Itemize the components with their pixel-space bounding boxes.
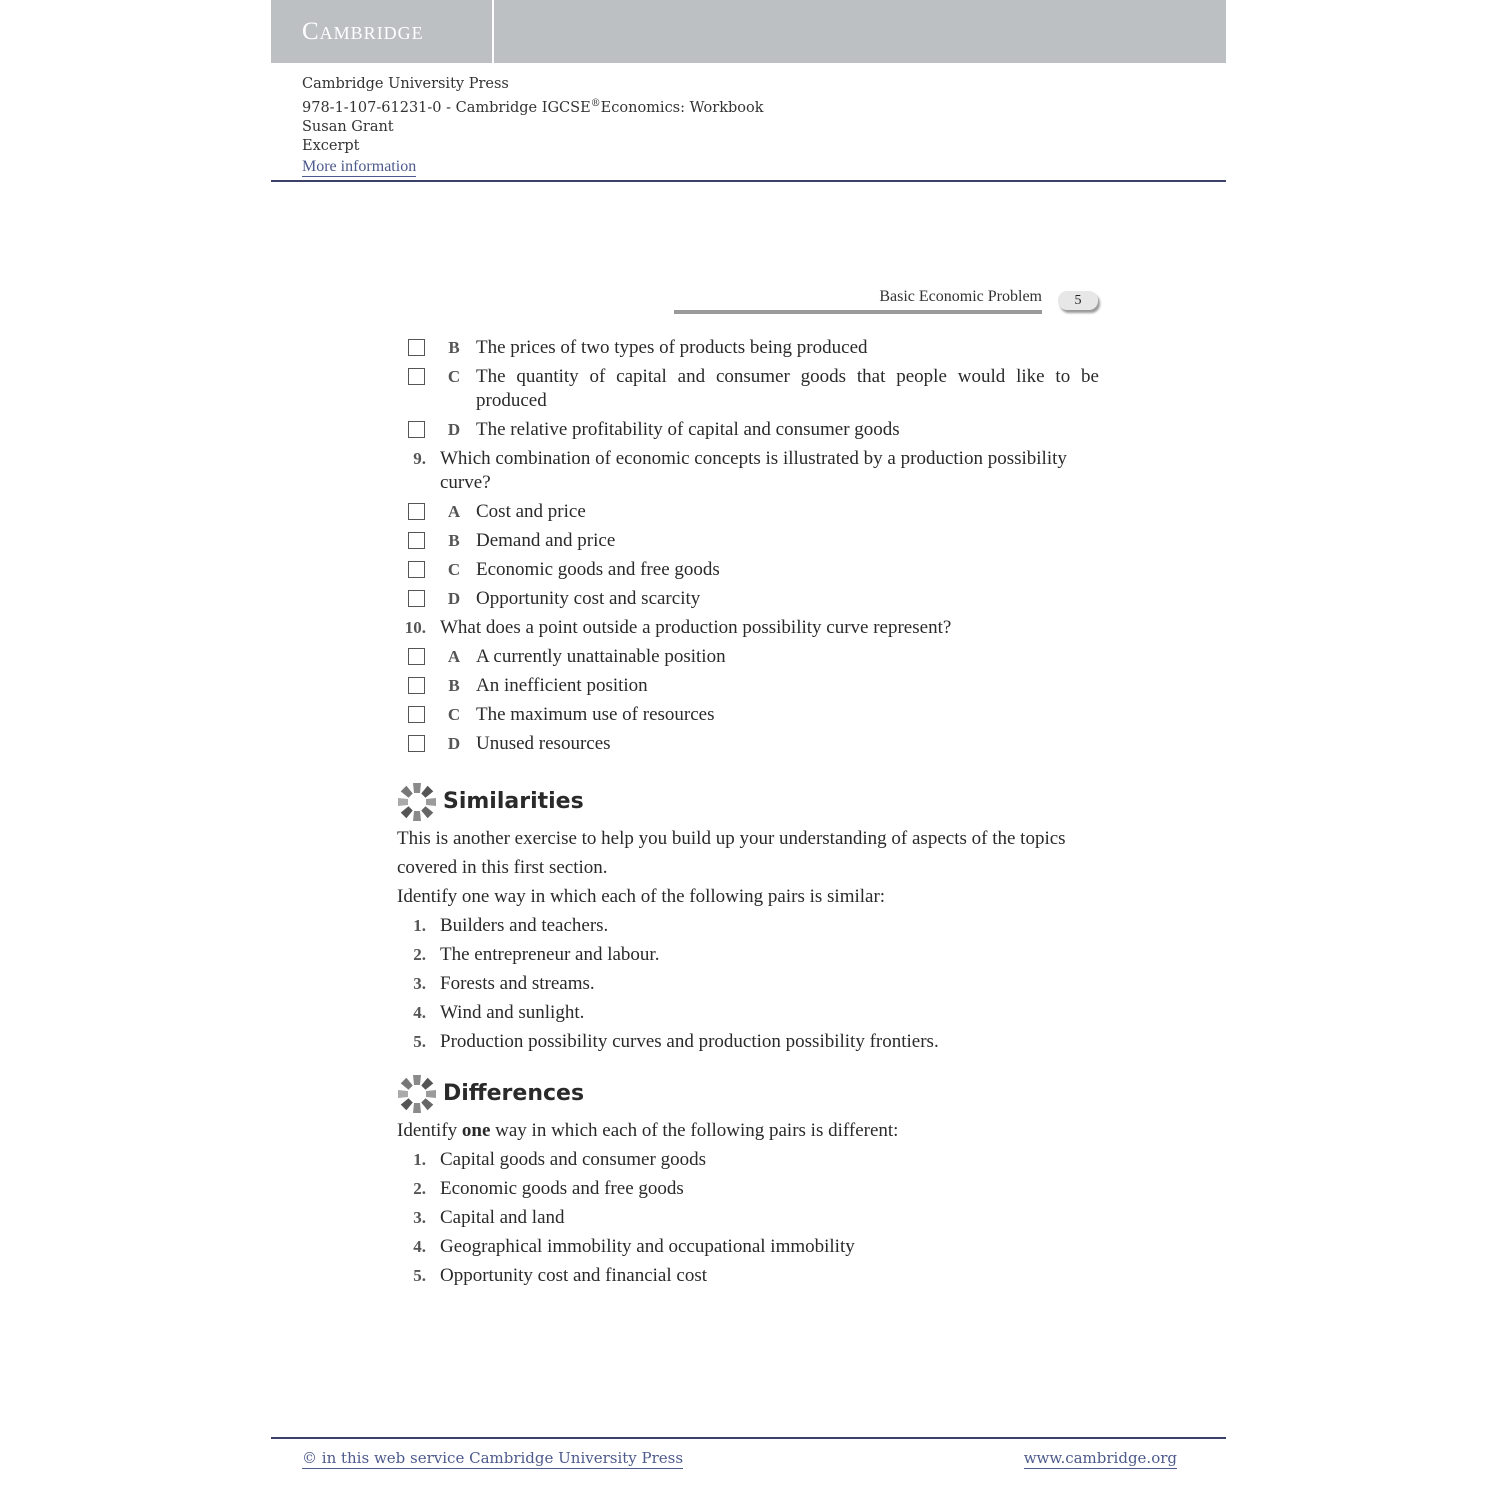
option-text: The quantity of capital and consumer goods that people would like to be produced bbox=[476, 366, 1099, 411]
answer-option bbox=[397, 418, 1099, 442]
website-link[interactable]: www.cambridge.org bbox=[1023, 1449, 1177, 1467]
option-text: Demand and price bbox=[476, 530, 616, 551]
option-text: The relative profitability of capital and consumer goods bbox=[476, 419, 900, 440]
excerpt-label: Excerpt bbox=[302, 138, 360, 155]
item-number: 2. bbox=[413, 945, 426, 964]
item-text: Geographical immobility and occupational immobility bbox=[440, 1236, 855, 1257]
list-item bbox=[397, 1027, 1099, 1056]
list-item bbox=[397, 1203, 1099, 1232]
answer-option bbox=[397, 587, 1099, 611]
answer-option bbox=[397, 703, 1099, 727]
question-10-options bbox=[397, 645, 1099, 756]
page-number: 5 bbox=[1058, 291, 1098, 310]
option-letter: B bbox=[448, 531, 460, 550]
running-head: Basic Economic Problem bbox=[674, 288, 1042, 314]
option-letter: A bbox=[447, 647, 461, 666]
answer-option bbox=[397, 336, 1099, 360]
answer-option bbox=[397, 500, 1099, 524]
page-content bbox=[397, 336, 1099, 1290]
list-item bbox=[397, 1174, 1099, 1203]
question-number: 10. bbox=[404, 618, 426, 637]
item-number: 4. bbox=[413, 1237, 426, 1256]
item-number: 5. bbox=[413, 1032, 426, 1051]
differences-instruction bbox=[397, 1116, 1099, 1145]
list-item bbox=[397, 940, 1099, 969]
answer-checkbox[interactable] bbox=[408, 532, 425, 549]
question-9-options bbox=[397, 500, 1099, 611]
item-text: Forests and streams. bbox=[440, 973, 595, 994]
item-text: Economic goods and free goods bbox=[440, 1178, 684, 1199]
option-text: The maximum use of resources bbox=[476, 704, 715, 725]
list-item bbox=[397, 969, 1099, 998]
list-item bbox=[397, 1261, 1099, 1290]
option-text: Cost and price bbox=[476, 501, 586, 522]
instruction-text: way in which each of the following pairs is different: bbox=[490, 1120, 899, 1141]
option-text: An inefficient position bbox=[476, 675, 648, 696]
list-item bbox=[397, 1145, 1099, 1174]
header-rule bbox=[271, 180, 1226, 182]
question-text: Which combination of economic concepts is illustrated by a production possibility curve? bbox=[440, 448, 1067, 493]
item-number: 4. bbox=[413, 1003, 426, 1022]
option-letter: D bbox=[447, 589, 461, 608]
item-text: Capital goods and consumer goods bbox=[440, 1149, 706, 1170]
option-text: Opportunity cost and scarcity bbox=[476, 588, 701, 609]
option-text: Unused resources bbox=[476, 733, 611, 754]
author-name: Susan Grant bbox=[302, 119, 394, 136]
copyright-link[interactable]: © in this web service Cambridge University Press bbox=[302, 1449, 684, 1467]
list-item bbox=[397, 911, 1099, 940]
differences-list bbox=[397, 1145, 1099, 1290]
item-text: Production possibility curves and production possibility frontiers. bbox=[440, 1031, 939, 1052]
registered-mark: ® bbox=[590, 98, 601, 110]
item-text: Builders and teachers. bbox=[440, 915, 609, 936]
option-letter: D bbox=[447, 734, 461, 753]
item-number: 2. bbox=[413, 1179, 426, 1198]
question-8-options bbox=[397, 336, 1099, 442]
banner-divider bbox=[492, 0, 494, 63]
item-number: 3. bbox=[413, 1208, 426, 1227]
gear-activity-icon bbox=[397, 1074, 437, 1114]
answer-checkbox[interactable] bbox=[408, 561, 425, 578]
item-number: 1. bbox=[413, 916, 426, 935]
item-number: 3. bbox=[413, 974, 426, 993]
answer-option bbox=[397, 529, 1099, 553]
item-number: 1. bbox=[413, 1150, 426, 1169]
item-text: Opportunity cost and financial cost bbox=[440, 1265, 707, 1286]
answer-checkbox[interactable] bbox=[408, 368, 425, 385]
header-banner bbox=[271, 0, 1226, 63]
list-item bbox=[397, 1232, 1099, 1261]
similarities-heading bbox=[397, 782, 1099, 822]
answer-option bbox=[397, 732, 1099, 756]
option-letter: C bbox=[447, 367, 461, 386]
gear-activity-icon bbox=[397, 782, 437, 822]
answer-option bbox=[397, 645, 1099, 669]
answer-checkbox[interactable] bbox=[408, 339, 425, 356]
question-9 bbox=[397, 447, 1099, 495]
answer-option bbox=[397, 365, 1099, 413]
answer-checkbox[interactable] bbox=[408, 590, 425, 607]
item-text: Capital and land bbox=[440, 1207, 565, 1228]
option-letter: A bbox=[447, 502, 461, 521]
book-metadata bbox=[302, 75, 764, 177]
section-title: Differences bbox=[443, 1081, 585, 1106]
item-text: The entrepreneur and labour. bbox=[440, 944, 660, 965]
option-text: A currently unattainable position bbox=[476, 646, 726, 667]
isbn-title bbox=[302, 94, 764, 118]
answer-option bbox=[397, 674, 1099, 698]
question-10 bbox=[397, 616, 1099, 640]
answer-checkbox[interactable] bbox=[408, 503, 425, 520]
isbn-title-prefix: 978-1-107-61231-0 - Cambridge IGCSE bbox=[302, 100, 591, 117]
option-letter: C bbox=[447, 705, 461, 724]
item-number: 5. bbox=[413, 1266, 426, 1285]
section-title: Similarities bbox=[443, 789, 584, 814]
option-text: Economic goods and free goods bbox=[476, 559, 720, 580]
question-text: What does a point outside a production possibility curve represent? bbox=[440, 617, 952, 638]
similarities-intro: This is another exercise to help you build up your understanding of aspects of the topics covered in this first section. bbox=[397, 828, 1066, 878]
answer-checkbox[interactable] bbox=[408, 677, 425, 694]
answer-checkbox[interactable] bbox=[408, 648, 425, 665]
similarities-list bbox=[397, 911, 1099, 1056]
option-letter: B bbox=[448, 338, 460, 357]
similarities-instruction: Identify one way in which each of the following pairs is similar: bbox=[397, 886, 886, 907]
option-text: The prices of two types of products being produced bbox=[476, 337, 868, 358]
question-number: 9. bbox=[413, 449, 426, 468]
answer-checkbox[interactable] bbox=[408, 421, 425, 438]
list-item bbox=[397, 998, 1099, 1027]
instruction-emphasis: one bbox=[461, 1120, 491, 1141]
publisher-name: Cambridge University Press bbox=[302, 76, 509, 92]
option-letter: C bbox=[447, 560, 461, 579]
cambridge-logo: Cambridge bbox=[302, 18, 424, 45]
isbn-title-suffix: Economics: Workbook bbox=[600, 100, 764, 117]
footer-rule bbox=[271, 1437, 1226, 1439]
item-text: Wind and sunlight. bbox=[440, 1002, 585, 1023]
option-letter: D bbox=[447, 420, 461, 439]
instruction-text: Identify bbox=[397, 1120, 462, 1141]
more-information-link[interactable]: More information bbox=[302, 157, 417, 175]
answer-checkbox[interactable] bbox=[408, 735, 425, 752]
option-letter: B bbox=[448, 676, 460, 695]
differences-heading bbox=[397, 1074, 1099, 1114]
answer-option bbox=[397, 558, 1099, 582]
answer-checkbox[interactable] bbox=[408, 706, 425, 723]
